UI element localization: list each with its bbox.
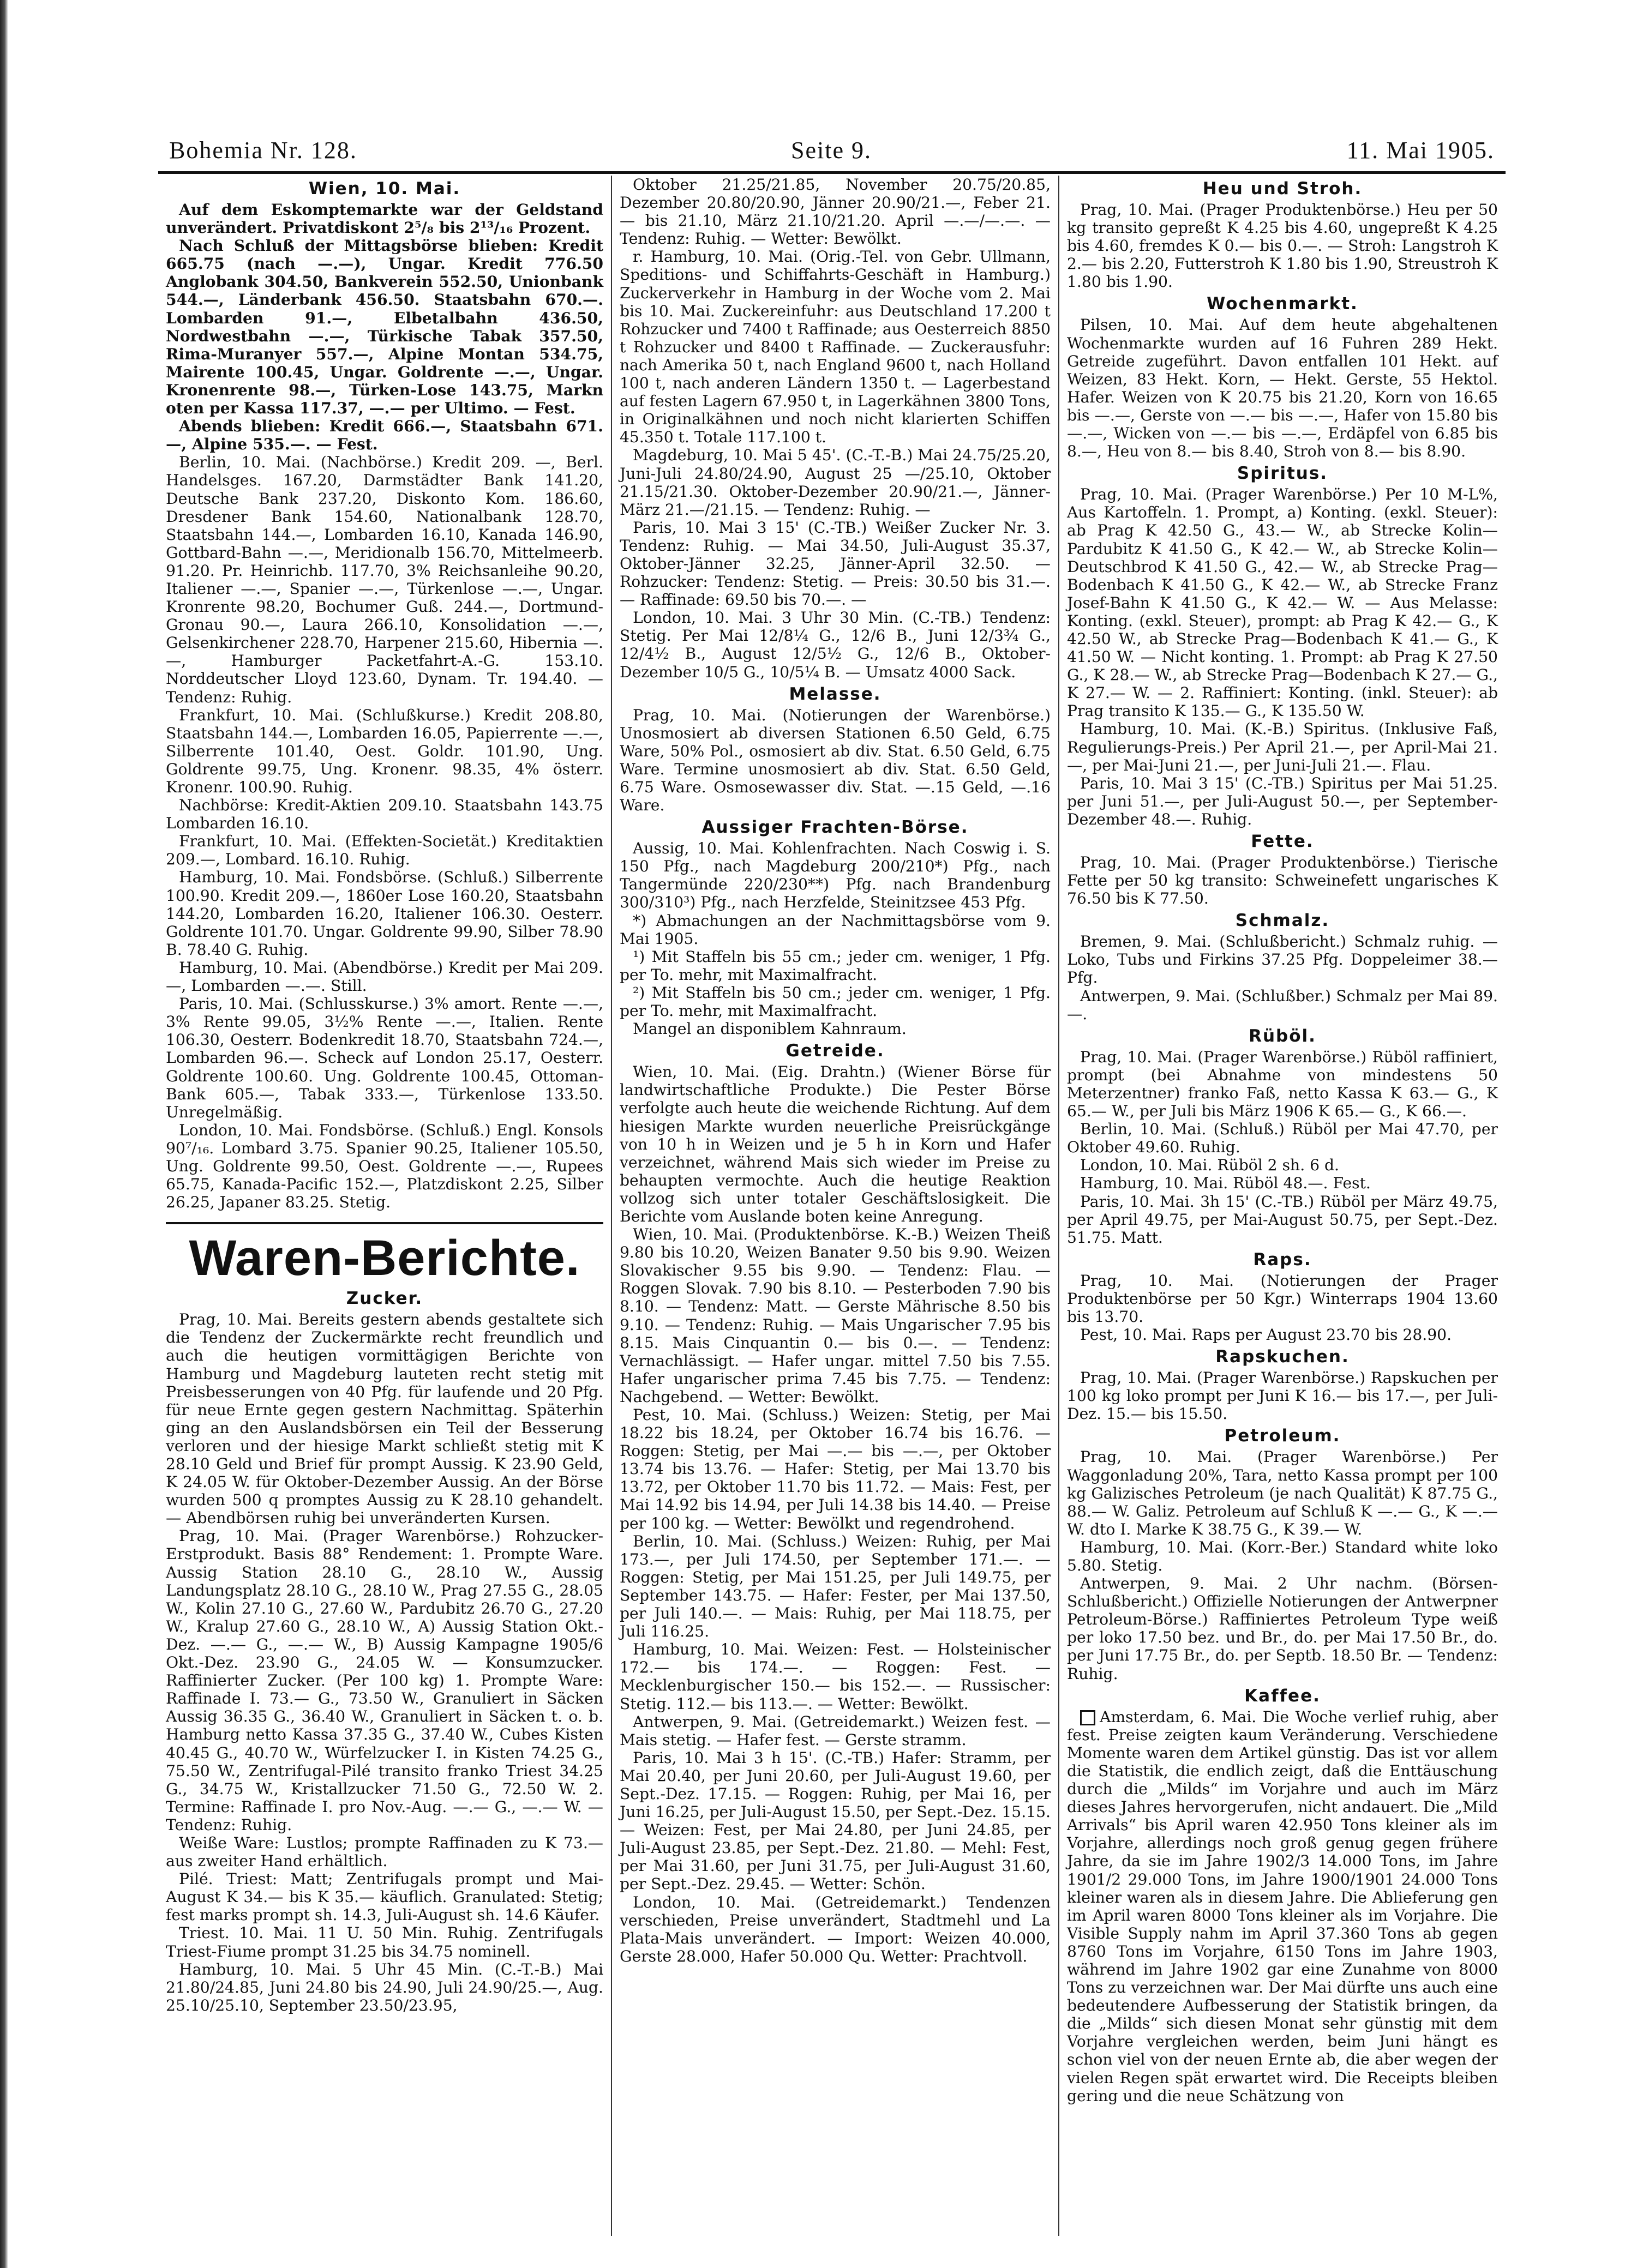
paragraph: Pest, 10. Mai. (Schluss.) Weizen: Stetig, per Mai 18.22 bis 18.24, per Oktober 16.74 bis 16.76. — Roggen: Stetig, per Mai —.— bis —.—, per Oktober 13.74 bis 13.76. — Hafer: Stetig, per Mai 13.70 bis 13.72, per Oktober 11.70 bis 11.72. — Mais: Fest, per Mai 14.92 bis 14.94, per Juli 14.38 bis 14.40. — Preise per 100 kg. — Wetter: Bewölkt und regendrohend. [620,1406,1051,1532]
paragraph: Wien, 10. Mai. (Produktenbörse. K.-B.) Weizen Theiß 9.80 bis 10.20, Weizen Banater 9.50 bis 9.90. Weizen Slovakischer 9.55 bis 9.90. — Tendenz: Flau. — Roggen Slovak. 7.90 bis 8.10. — Pesterboden 7.90 bis 8.10. — Tendenz: Matt. — Gerste Mährische 8.50 bis 9.10. — Tendenz: Ruhig. — Mais Ungarischer 7.95 bis 8.15. Mais Cinquantin 0.— bis 0.—. — Tendenz: Vernachlässigt. — Hafer ungar. mittel 7.50 bis 7.55. Hafer ungarischer prima 7.45 bis 7.75. — Tendenz: Nachgebend. — Wetter: Bewölkt. [620,1225,1051,1406]
paragraph: Hamburg, 10. Mai. (Abendbörse.) Kredit per Mai 209.—, Lombarden —.—. Still. [166,958,603,995]
header-date: 11. Mai 1905. [1346,137,1495,164]
paragraph: Berlin, 10. Mai. (Nachbörse.) Kredit 209. —, Berl. Handelsges. 167.20, Darmstädter Bank 141.20, Deutsche Bank 237.20, Diskonto Kom. 186.60, Dresdener Bank 154.60, Nationalbank 128.70, Staatsbahn 144.—, Lombarden 16.10, Kanada 146.90, Gottbard-Bahn —.—, Meridionalb 156.70, Mittelmeerb. 91.20. Pr. Heinrichb. 117.70, 3% Reichsanleihe 90.20, Italiener —.—, Spanier —.—, Türkenlose —.—, Ungar. Kronrente 98.20, Bochumer Guß. 244.—, Dortmund-Gronau 90.—, Laura 266.10, Konsolidation —.—, Gelsenkirchener 228.70, Harpener 215.60, Hibernia —.—, Hamburger Packetfahrt-A.-G. 153.10. Norddeutscher Lloyd 123.60, Dynam. Tr. 194.40. — Tendenz: Ruhig. [166,453,603,706]
paragraph: Prag, 10. Mai. (Prager Warenbörse.) Rüböl raffiniert, prompt (bei Abnahme von mindestens 50 Meterzentner) franko Faß, netto Kassa K 63.— G., K 65.— W., per Juli bis März 1906 K 65.— G., K 66.—. [1067,1048,1498,1121]
section-heading-petroleum: Petroleum. [1224,1426,1341,1446]
paragraph: Pilé. Triest: Matt; Zentrifugals prompt und Mai-August K 34.— bis K 35.— käuflich. Granulated: Stetig; fest marks prompt sh. 14.3, Juli-August sh. 14.6 Käufer. [166,1870,603,1924]
section-heading-zucker: Zucker. [346,1289,423,1309]
paragraph: Hamburg, 10. Mai. (K.-B.) Spiritus. (Inklusive Faß, Regulierungs-Preis.) Per April 21.—, per April-Mai 21.—, per Mai-Juni 21.—, per Juni-Juli 21.—. Flau. [1067,720,1498,774]
paragraph: London, 10. Mai. (Getreidemarkt.) Tendenzen verschieden, Preise unverändert, Stadtmehl und La Plata-Mais unverändert. — Import: Weizen 40.000, Gerste 28.000, Hafer 50.000 Qu. Wetter: Prachtvoll. [620,1893,1051,1965]
paragraph: Prag, 10. Mai. (Prager Warenbörse.) Rapskuchen per 100 kg loko prompt per Juni K 16.— bis 17.—, per Juli-Dez. 15.— bis 15.50. [1067,1369,1498,1423]
paragraph: Hamburg, 10. Mai. Fondsbörse. (Schluß.) Silberrente 100.90. Kredit 209.—, 1860er Lose 160.20, Staatsbahn 144.20, Lombarden 16.20, Italiener 106.30. Oesterr. Goldrente 101.70. Ungar. Goldrente 99.90, Silber 78.90 B. 78.40 G. Ruhig. [166,868,603,959]
section-heading-frachten: Aussiger Frachten-Börse. [701,817,969,838]
paragraph: Paris, 10. Mai. (Schlusskurse.) 3% amort. Rente —.—, 3% Rente 99.05, 3½% Rente —.—, Italien. Rente 106.30, Oesterr. Bodenkredit 18.70, Staatsbahn 724.—, Lombarden 96.—. Scheck auf London 25.17, Oesterr. Goldrente 100.60. Ung. Goldrente 100.45, Ottoman-Bank 605.—, Tabak 333.—, Türkenlose 133.50. Unregelmäßig. [166,995,603,1121]
paragraph: Paris, 10. Mai 3 15' (C.-TB.) Weißer Zucker Nr. 3. Tendenz: Ruhig. — Mai 34.50, Juli-August 35.37, Oktober-Jänner 32.25, Jänner-April 32.50. — Rohzucker: Tendenz: Stetig. — Preis: 30.50 bis 31.—. — Raffinade: 69.50 bis 70.—. — [620,518,1051,609]
paragraph: ²) Mit Staffeln bis 50 cm.; jeder cm. weniger, 1 Pfg. per To. mehr, mit Maximalfracht. [620,983,1051,1020]
paragraph: Paris, 10. Mai 3 15' (C.-TB.) Spiritus per Mai 51.25. per Juni 51.—, per Juli-August 50.—, per September-Dezember 48.—. Ruhig. [1067,774,1498,828]
paragraph: Abends blieben: Kredit 666.—, Staatsbahn 671.—, Alpine 535.—. — Fest. [166,417,603,454]
paragraph: Prag, 10. Mai. (Prager Produktenbörse.) Heu per 50 kg transito gepreßt K 4.25 bis 4.60, ungepreßt K 4.25 bis 4.60, fremdes K 0.— bis 0.—. — Stroh: Langstroh K 2.— bis 2.20, Futterstroh K 1.80 bis 1.90, Streustroh K 1.80 bis 1.90. [1067,201,1498,291]
paragraph: Magdeburg, 10. Mai 5 45'. (C.-T.-B.) Mai 24.75/25.20, Juni-Juli 24.80/24.90, August 25 —/25.10, Oktober 21.15/21.30. Oktober-Dezember 20.90/21.—, Jänner-März 21.—/21.15. — Tendenz: Ruhig. — [620,446,1051,519]
paragraph: Pest, 10. Mai. Raps per August 23.70 bis 28.90. [1080,1326,1452,1344]
section-banner-waren-berichte: Waren-Berichte. [166,1222,603,1285]
paragraph: *) Abmachungen an der Nachmittagsbörse vom 9. Mai 1905. [620,911,1051,948]
section-heading-fette: Fette. [1251,832,1314,851]
paragraph: Antwerpen, 9. Mai. (Schlußber.) Schmalz per Mai 89.—. [1067,986,1498,1023]
section-heading-spiritus: Spiritus. [1237,464,1328,484]
paragraph: Bremen, 9. Mai. (Schlußbericht.) Schmalz ruhig. — Loko, Tubs und Firkins 37.25 Pfg. Doppeleimer 38.— Pfg. [1067,933,1498,987]
paragraph: Oktober 21.25/21.85, November 20.75/20.85, Dezember 20.80/20.90, Jänner 20.90/21.—, Feber 21.— bis 21.10, März 21.10/21.20. April —.—/—.—. — Tendenz: Ruhig. — Wetter: Bewölkt. [620,176,1051,248]
running-head [158,131,1506,169]
section-heading-raps: Raps. [1253,1249,1312,1270]
paragraph: Paris, 10. Mai. 3h 15' (C.-TB.) Rüböl per März 49.75, per April 49.75, per Mai-August 50.75, per Sept.-Dez. 51.75. Matt. [1067,1192,1498,1247]
section-heading-rueboel: Rüböl. [1249,1026,1316,1046]
paragraph: Antwerpen, 9. Mai. 2 Uhr nachm. (Börsen-Schlußbericht.) Offizielle Notierungen der Antwerpner Petroleum-Börse.) Raffiniertes Petroleum Type weiß per loko 17.50 bez. und Br., do. per Mai 17.50 Br., do. per Juni 17.75 Br., do. per Septb. 18.50 Br. — Tendenz: Ruhig. [1067,1574,1498,1683]
newspaper-page [158,131,1506,2236]
paragraph: Frankfurt, 10. Mai. (Schlußkurse.) Kredit 208.80, Staatsbahn 144.—, Lombarden 16.05, Papierrente —.—, Silberrente 101.40, Oest. Goldr. 101.90, Ung. Goldrente 99.75, Ung. Kronenr. 98.35, 4% österr. Kronenr. 100.90. Ruhig. [166,706,603,796]
paragraph: Hamburg, 10. Mai. Rüböl 48.—. Fest. [1080,1174,1371,1193]
paragraph: Nach Schluß der Mittagsbörse blieben: Kredit 665.75 (nach —.—), Ungar. Kredit 776.50 Anglobank 304.50, Bankverein 552.50, Unionbank 544.—, Länderbank 456.50. Staatsbahn 670.—. Lombarden 91.—, Elbetalbahn 436.50, Nordwestbahn —.—, Türkische Tabak 357.50, Rima-Muranyer 557.—, Alpine Montan 534.75, Mairente 100.45, Ungar. Goldrente —.—, Ungar. Kronenrente 98.—, Türken-Lose 143.75, Markn oten per Kassa 117.37, —.— per Ultimo. — Fest. [166,237,603,418]
section-heading-rapskuchen: Rapskuchen. [1215,1347,1350,1367]
paragraph: Prag, 10. Mai. (Prager Produktenbörse.) Tierische Fette per 50 kg transito: Schweinefett ungarisches K 76.50 bis K 77.50. [1067,853,1498,908]
paragraph: Mangel an disponiblem Kahnraum. [633,1020,907,1038]
section-heading-melasse: Melasse. [789,684,882,704]
square-bullet-icon [1080,1710,1095,1725]
paragraph: Triest. 10. Mai. 11 U. 50 Min. Ruhig. Zentrifugals Triest-Fiume prompt 31.25 bis 34.75 nominell. [166,1924,603,1960]
paragraph: Prag, 10. Mai. (Prager Warenbörse.) Per 10 M-L%, Aus Kartoffeln. 1. Prompt, a) Konting. (exkl. Steuer): ab Prag K 42.50 G., 43.— W., ab Strecke Kolin—Pardubitz K 41.50 G., K 42.— W., ab Strecke Kolin—Deutschbrod K 41.50 G., 42.— W., ab Strecke Prag—Bodenbach K 41.50 G., K 42.— W., ab Strecke Franz Josef-Bahn K 41.50 G., K 42.— W. — Aus Melasse: Konting. (exkl. Steuer), prompt: ab Prag K 42.— G., K 42.50 W., ab Strecke Prag—Bodenbach K 41.— G., K 41.50 W. — Nicht konting. 1. Prompt: ab Prag K 27.50 G., K 28.— W., ab Strecke Prag—Bodenbach K 27.— G., K 27.— W. — 2. Raffiniert: Konting. (inkl. Steuer): ab Prag transito K 135.— G., K 135.50 W. [1067,485,1498,720]
paragraph: Paris, 10. Mai 3 h 15'. (C.-TB.) Hafer: Stramm, per Mai 20.40, per Juni 20.60, per Juli-August 19.60, per Sept.-Dez. 17.15. — Roggen: Ruhig, per Mai 16, per Juni 16.25, per Juli-August 15.50, per Sept.-Dez. 15.15. — Weizen: Fest, per Mai 24.80, per Juni 24.85, per Juli-August 23.85, per Sept.-Dez. 21.80. — Mehl: Fest, per Mai 31.60, per Juni 31.75, per Juli-August 31.60, per Sept.-Dez. 29.45. — Wetter: Schön. [620,1748,1051,1893]
column-1 [158,176,611,2236]
paragraph: Nachbörse: Kredit-Aktien 209.10. Staatsbahn 143.75 Lombarden 16.10. [166,796,603,833]
paragraph: Prag, 10. Mai. Bereits gestern abends gestaltete sich die Tendenz der Zuckermärkte recht freundlich und auch die heutigen vormittägigen Berichte von Hamburg und Magdeburg lauteten recht stetig mit Preisbesserungen von 40 Pfg. für laufende und 20 Pfg. für neue Ernte gegen gestern Nachmittag. Späterhin ging an den Auslandsbörsen ein Teil der Besserung verloren und der hiesige Markt schließt stetig mit K 28.10 Geld und Brief für prompt Aussig. K 23.90 Geld, K 24.05 W. für Oktober-Dezember Aussig. An der Börse wurden 500 q promptes Aussig zu K 28.10 gehandelt. — Abendbörsen ruhig bei unveränderten Kursen. [166,1310,603,1527]
paragraph: Hamburg, 10. Mai. (Korr.-Ber.) Standard white loko 5.80. Stetig. [1067,1538,1498,1574]
kaffee-text: Amsterdam, 6. Mai. Die Woche verlief ruhig, aber fest. Preise zeigten kaum Veränderung. Verschiedene Momente waren dem Artikel günstig. Das ist vor allem die Statistik, die endlich zeigt, daß die Enttäuschung durch die „Milds“ im Vorjahre und auch im März dieses Jahres hervorgerufen, nicht andauert. Die „Mild Arrivals“ bis April waren 42.950 Tons kleiner als im Vorjahre, allerdings noch groß genug gegen frühere Jahre, da sie im Jahre 1902/3 14.000 Tons, im Jahre 1901/2 29.000 Tons, im Jahre 1900/1901 24.000 Tons kleiner waren als in diesem Jahre. Die Ablieferung gen im April waren 8000 Tons kleiner als im Vorjahre. Die Visible Supply nahm im April 37.360 Tons ab gegen 8760 Tons im Vorjahre, 6150 Tons im Jahre 1903, während im Jahre 1902 gar eine Zunahme von 8000 Tons zu verzeichnen war. Der Mai dürfte uns auch eine bedeutendere Aufbesserung der Statistik bringen, da die „Milds“ sich diesen Monat sehr günstig mit dem Vorjahre vergleichen werden, beim Juni hängt es schon viel von der neuen Ernte ab, die aber wegen der vielen Regen spät erwartet wird. Die Receipts bleiben gering und die neue Schätzung von [1067,1707,1498,2105]
scan-edge [0,0,8,2268]
paragraph: r. Hamburg, 10. Mai. (Orig.-Tel. von Gebr. Ullmann, Speditions- und Schiffahrts-Geschäft in Hamburg.) Zuckerverkehr in Hamburg in der Woche vom 2. Mai bis 10. Mai. Zuckereinfuhr: aus Deutschland 17.200 t Rohzucker und 7400 t Raffinade; aus Oesterreich 8850 t Rohzucker und 8400 t Raffinade. — Zuckerausfuhr: nach Amerika 50 t, nach England 9600 t, nach Holland 100 t, nach anderen Ländern 1350 t. — Lagerbestand auf festen Lagern 67.950 t, in Lagerkähnen 3800 Tons, in Originalkähnen und noch nicht klarierten Schiffen 45.350 t. Totale 117.100 t. [620,248,1051,447]
columns [158,176,1506,2236]
column-2 [611,176,1058,2236]
paragraph: Pilsen, 10. Mai. Auf dem heute abgehaltenen Wochenmarkte wurden auf 16 Fuhren 289 Hekt. Getreide zugeführt. Davon entfallen 101 Hekt. auf Weizen, 83 Hekt. Korn, — Hekt. Gerste, 55 Hektol. Hafer. Weizen von K 20.75 bis 21.20, Korn von 16.65 bis —.—, Gerste von —.— bis —.—, Hafer von 15.80 bis —.—, Wicken von —.— bis —.—, Erdäpfel von 6.85 bis 8.—, Heu von 8.— bis 8.40, Stroh von 8.— bis 8.90. [1067,316,1498,461]
paragraph: Prag, 10. Mai. (Prager Warenbörse.) Per Waggonladung 20%, Tara, netto Kassa prompt per 100 kg Galizisches Petroleum (je nach Qualität) K 87.75 G., 88.— W. Galiz. Petroleum auf Schluß K —.— G., K —.— W. dto I. Marke K 38.75 G., K 39.— W. [1067,1448,1498,1538]
paragraph: Hamburg, 10. Mai. 5 Uhr 45 Min. (C.-T.-B.) Mai 21.80/24.85, Juni 24.80 bis 24.90, Juli 24.90/25.—, Aug. 25.10/25.10, September 23.50/23.95, [166,1960,603,2014]
header-page-number: Seite 9. [791,137,872,164]
paragraph: ¹) Mit Staffeln bis 55 cm.; jeder cm. weniger, 1 Pfg. per To. mehr, mit Maximalfracht. [620,947,1051,984]
section-heading-wien: Wien, 10. Mai. [308,179,461,198]
paragraph: Frankfurt, 10. Mai. (Effekten-Societät.) Kreditaktien 209.—, Lombard. 16.10. Ruhig. [166,832,603,869]
paragraph: Auf dem Eskomptemarkte war der Geldstand unverändert. Privatdiskont 2⁵/₈ bis 2¹³/₁₆ Prozent. [166,201,603,237]
section-heading-getreide: Getreide. [785,1041,885,1061]
paragraph: Wien, 10. Mai. (Eig. Drahtn.) (Wiener Börse für landwirtschaftliche Produkte.) Die Pester Börse verfolgte auch heute die weichende Richtung. Auf dem hiesigen Markte wurden neuerliche Preisrückgänge von 10 h in Weizen und je 5 h in Korn und Hafer verzeichnet, während Mais sich wieder im Preise zu behaupten vermochte. Auch die heutige Reaktion vollzog sich unter totaler Geschäftslosigkeit. Die Berichte vom Auslande boten keine Anregung. [620,1063,1051,1225]
paragraph-kaffee [1067,1708,1498,2105]
paragraph: Prag, 10. Mai. (Prager Warenbörse.) Rohzucker-Erstprodukt. Basis 88° Rendement: 1. Prompte Ware. Aussig Station 28.10 G., 28.10 W., Aussig Landungsplatz 28.10 G., 28.10 W., Prag 27.55 G., 28.05 W., Kolin 27.10 G., 27.60 W., Pardubitz 26.70 G., 27.20 W., Kralup 27.60 G., 28.10 W., A) Aussig Station Okt.-Dez. —.— G., —.— W., B) Aussig Kampagne 1905/6 Okt.-Dez. 23.90 G., 24.05 W. — Konsumzucker. Raffinierter Zucker. (Per 100 kg) 1. Prompte Ware: Raffinade I. 73.— G., 73.50 W., Granuliert in Säcken Aussig 36.35 G., 36.40 W., Granuliert in Säcken t. o. b. Hamburg netto Kassa 37.35 G., 37.40 W., Cubes Kisten 40.45 G., 40.70 W., Würfelzucker I. in Kisten 74.25 G., 75.50 W., Zentrifugal-Pilé transito franko Triest 34.25 G., 34.75 W., Kristallzucker 71.50 G., 72.50 W. 2. Termine: Raffinade I. pro Nov.-Aug. —.— G., —.— W. — Tendenz: Ruhig. [166,1527,603,1834]
section-heading-kaffee: Kaffee. [1244,1686,1321,1706]
header-rule [158,171,1506,174]
paragraph: Prag, 10. Mai. (Notierungen der Prager Produktenbörse per 50 Kgr.) Winterraps 1904 13.60 bis 13.70. [1067,1271,1498,1326]
section-heading-schmalz: Schmalz. [1235,911,1330,931]
paragraph: London, 10. Mai. Fondsbörse. (Schluß.) Engl. Konsols 90⁷/₁₆. Lombard 3.75. Spanier 90.25, Italiener 105.50, Ung. Goldrente 99.50, Oest. Goldrente —.—, Rupees 65.75, Kanada-Pacific 152.—, Platzdiskont 2.25, Silber 26.25, Japaner 83.25. Stetig. [166,1121,603,1212]
section-heading-wochenmarkt: Wochenmarkt. [1207,294,1358,314]
section-heading-heu: Heu und Stroh. [1202,179,1363,198]
header-left: Bohemia Nr. 128. [169,137,357,164]
paragraph: Berlin, 10. Mai. (Schluß.) Rüböl per Mai 47.70, per Oktober 49.60. Ruhig. [1067,1120,1498,1157]
paragraph: Prag, 10. Mai. (Notierungen der Warenbörse.) Unosmosiert ab diversen Stationen 6.50 Geld, 6.75 Ware, 50% Pol., osmosiert ab div. Stat. 6.50 Geld, 6.75 Ware. Termine unosmosiert ab div. Stat. 6.50 Geld, 6.75 Ware. Osmosewasser div. Stat. —.15 Geld, —.16 Ware. [620,706,1051,815]
column-3 [1058,176,1506,2236]
paragraph: London, 10. Mai. 3 Uhr 30 Min. (C.-TB.) Tendenz: Stetig. Per Mai 12/8¼ G., 12/6 B., Juni 12/3¾ G., 12/4½ B., August 12/5½ G., 12/6 B., Oktober-Dezember 10/5 G., 10/5¼ B. — Umsatz 4000 Sack. [620,609,1051,681]
paragraph: Hamburg, 10. Mai. Weizen: Fest. — Holsteinischer 172.— bis 174.—. — Roggen: Fest. — Mecklenburgischer 150.— bis 152.—. — Russischer: Stetig. 112.— bis 113.—. — Wetter: Bewölkt. [620,1640,1051,1713]
paragraph: Antwerpen, 9. Mai. (Getreidemarkt.) Weizen fest. — Mais stetig. — Hafer fest. — Gerste stramm. [620,1712,1051,1749]
paragraph: Berlin, 10. Mai. (Schluss.) Weizen: Ruhig, per Mai 173.—, per Juli 174.50, per September 171.—. — Roggen: Stetig, per Mai 151.25, per Juli 149.75, per September 143.75. — Hafer: Fester, per Mai 137.50, per Juli 140.—. — Mais: Ruhig, per Mai 118.75, per Juli 116.25. [620,1532,1051,1641]
paragraph: Weiße Ware: Lustlos; prompte Raffinaden zu K 73.— aus zweiter Hand erhältlich. [166,1833,603,1870]
paragraph: Aussig, 10. Mai. Kohlenfrachten. Nach Coswig i. S. 150 Pfg., nach Magdeburg 200/210*) Pfg., nach Tangermünde 220/230**) Pfg. nach Brandenburg 300/310³) Pfg., nach Herzfelde, Steinitzsee 453 Pfg. [620,839,1051,912]
paragraph: London, 10. Mai. Rüböl 2 sh. 6 d. [1080,1156,1340,1175]
